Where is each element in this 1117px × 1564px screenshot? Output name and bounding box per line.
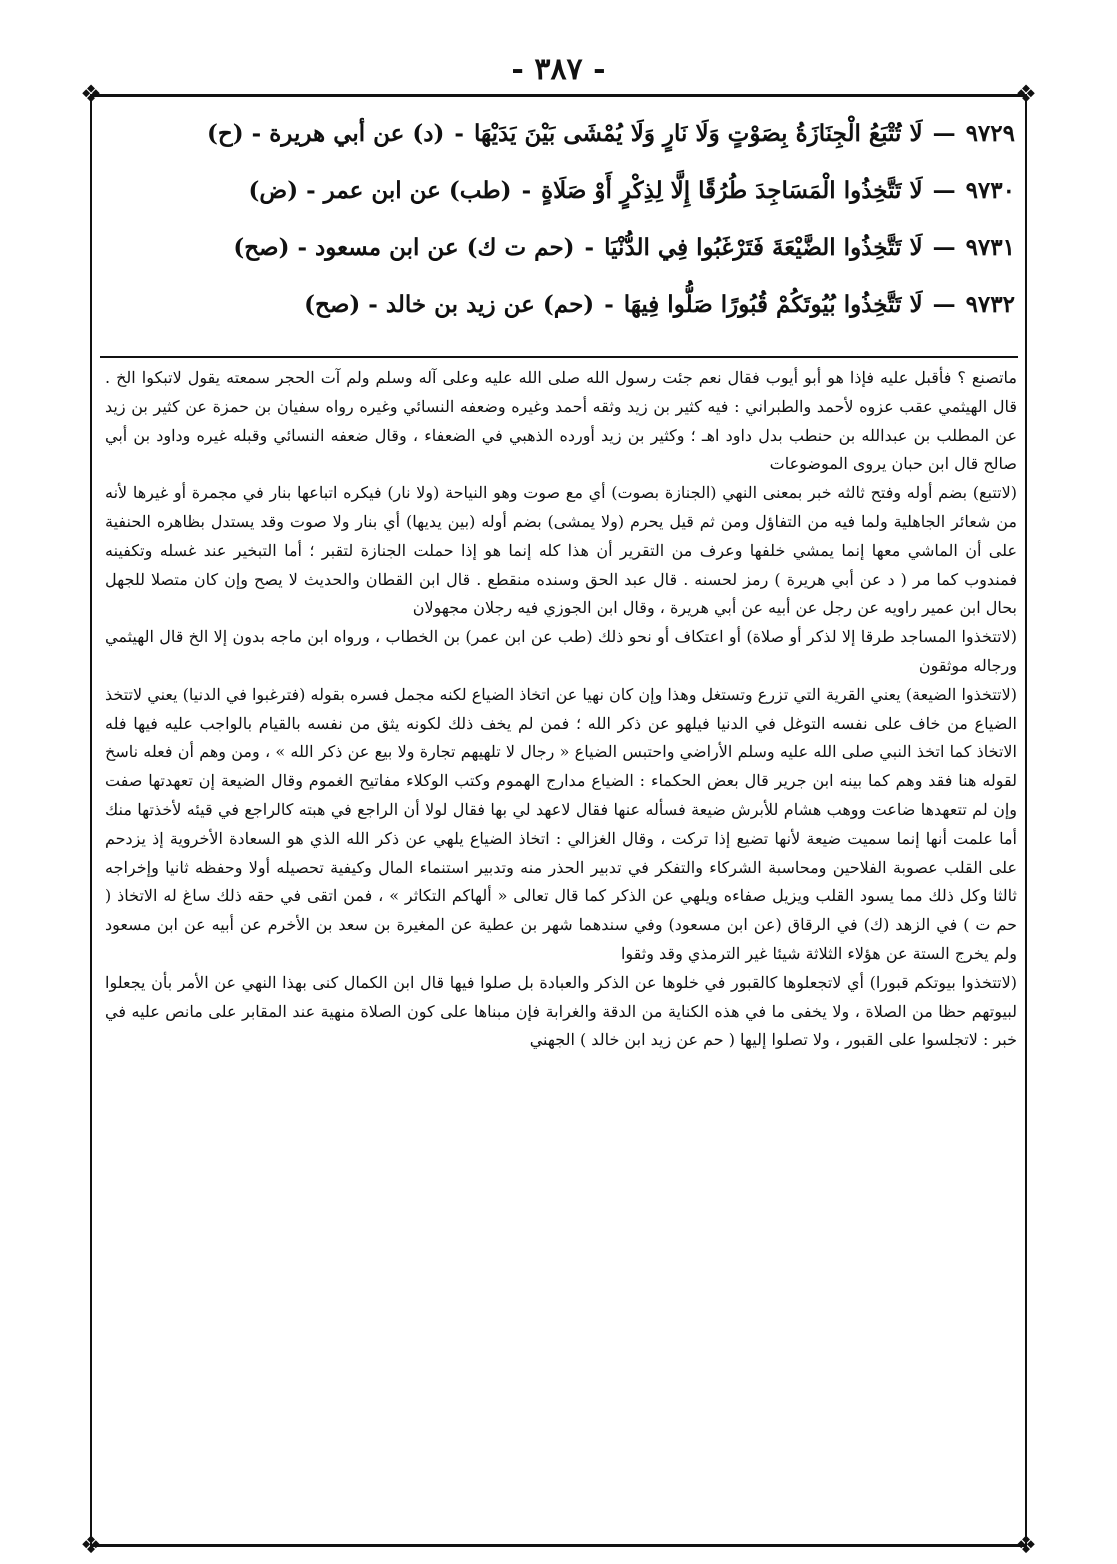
hadith-list bbox=[160, 120, 1015, 348]
frame-left-rule bbox=[90, 94, 92, 1547]
hadith-number: ٩٧٣١ bbox=[965, 234, 1015, 261]
hadith-dash: — bbox=[932, 234, 956, 261]
hadith-dash: - bbox=[604, 291, 614, 318]
hadith-entry bbox=[160, 291, 1015, 348]
commentary-paragraph: (لاتتخذوا المساجد طرقا إلا لذكر أو صلاة) أو اعتكاف أو نحو ذلك (طب عن ابن عمر) بن الخطاب ، ورواه ابن ماجه بدون إلا الخ قال الهيثمي ورجاله موثقون bbox=[105, 627, 1017, 675]
hadith-text: لَا تُتْبَعُ الْجِنَازَةُ بِصَوْتٍ وَلَا نَارٍ وَلَا يُمْشَى بَيْنَ يَدَيْهَا bbox=[473, 120, 923, 147]
hadith-entry bbox=[160, 234, 1015, 291]
hadith-number: ٩٧٣٠ bbox=[965, 177, 1015, 204]
hadith-source: (حم ت ك) عن ابن مسعود - (صح) bbox=[233, 234, 575, 261]
hadith-entry bbox=[160, 177, 1015, 234]
commentary-paragraph: (لاتتخذوا الضيعة) يعني القرية التي تزرع وتستغل وهذا وإن كان نهيا عن اتخاذ الضياع لكنه مجمل فسره بقوله (فترغبوا في الدنيا) يعني لاتتخذ الضياع من خاف على نفسه التوغل في الدنيا فيلهو عن ذكر الله ؛ فمن لم يخف ذلك لكونه يثق من نفسه بالقيام بالواجب عليه فيها فله الاتخاذ كما اتخذ النبي صلى الله عليه وسلم الأراضي واحتبس الضياع « رجال لا تلهيهم تجارة ولا بيع عن ذكر الله » ، ومن وهم أن فعله ناسخ لقوله هنا فقد وهم كما بينه ابن جرير قال بعض الحكماء : الضياع مدارج الهموم وكتب الوكلاء مفاتيح الغموم وقال الضيعة إن تعهدتها صفت وإن لم تتعهدها ضاعت ووهب هشام للأبرش ضيعة فسأله عنها فقال لاعهد لي بها فقال لولا أن الراجع في هبته كالراجع في قيئه لأخذتها منك أما علمت أنها إنما سميت ضيعة لأنها تضيع إذا تركت ، وقال الغزالي : اتخاذ الضياع يلهي عن ذكر الله الذي هو السعادة الأخروية إذ يزدحم على القلب عصوبة الفلاحين ومحاسبة الشركاء والتفكر في تدبير الحذر منه وتدبير استنماء المال وكيفية تحصيله أولا وحفظه ثانيا وإخراجه ثالثا وكل ذلك مما يسود القلب ويزيل صفاءه ويلهي عن الذكر كما قال تعالى « ألهاكم التكاثر » ، فمن اتقى في حقه ذلك ساغ له الاتخاذ ( حم ت ) في الزهد (ك) في الرقاق (عن ابن مسعود) وفي سندهما شهر بن عطية عن المغيرة بن سعد بن الأخرم عن أبيه عن ابن مسعود ولم يخرج الستة عن هؤلاء الثلاثة شيئا غير الترمذي وقد وثقوا bbox=[105, 684, 1018, 963]
page-number: - ٣٨٧ - bbox=[511, 52, 606, 87]
hadith-dash: — bbox=[932, 291, 956, 318]
hadith-dash: - bbox=[521, 177, 532, 204]
hadith-dash: - bbox=[584, 234, 595, 261]
hadith-dash: - bbox=[454, 120, 464, 147]
text-separator-rule bbox=[100, 356, 1018, 358]
frame-right-rule bbox=[1025, 94, 1027, 1547]
ornament-icon: ❖ bbox=[1015, 1531, 1037, 1559]
ornament-icon: ❖ bbox=[1015, 80, 1037, 108]
commentary-section bbox=[105, 364, 1017, 1055]
commentary-paragraph: (لاتتخذوا بيوتكم قبورا) أي لاتجعلوها كالقبور في خلوها عن الذكر والعبادة بل صلوا فيها قال ابن الكمال كنى بهذا النهي عن الأمر بأن يجعلوا لبيوتهم حظا من الصلاة ، ولا يخفى ما في هذه الكناية من الدقة والغرابة فإن مبناها على كون الصلاة منهية عند المقابر على مانص عليه في خبر : لاتجلسوا على القبور ، ولا تصلوا إليها ( حم عن زيد ابن خالد ) الجهني bbox=[105, 972, 1017, 1050]
ornament-icon: ❖ bbox=[80, 1531, 102, 1559]
hadith-dash: — bbox=[932, 120, 956, 147]
hadith-source: (د) عن أبي هريرة - (ح) bbox=[207, 120, 445, 147]
hadith-dash: — bbox=[932, 177, 956, 204]
hadith-source: (طب) عن ابن عمر - (ض) bbox=[248, 177, 512, 204]
hadith-text: لَا تَتَّخِذُوا الضَّيْعَةَ فَتَرْغَبُوا فِي الدُّنْيَا bbox=[604, 234, 923, 261]
hadith-entry bbox=[160, 120, 1015, 177]
frame-top-rule bbox=[90, 94, 1026, 97]
hadith-text: لَا تَتَّخِذُوا الْمَسَاجِدَ طُرُقًا إِلَّا لِذِكْرٍ أَوْ صَلَاةٍ bbox=[541, 177, 923, 204]
hadith-text: لَا تَتَّخِذُوا بُيُوتَكُمْ قُبُورًا صَلُّوا فِيهَا bbox=[623, 291, 923, 318]
hadith-source: (حم) عن زيد بن خالد - (صح) bbox=[304, 291, 595, 318]
commentary-paragraph: ماتصنع ؟ فأقبل عليه فإذا هو أبو أيوب فقال نعم جئت رسول الله صلى الله عليه وعلى آله وسلم ولم آت الحجر سمعته يقول لاتبكوا الخ . قال الهيثمي عقب عزوه لأحمد والطبراني : فيه كثير بن زيد وثقه أحمد وغيره وضعفه النسائي وغيره رواه سفيان بن حمزة عن كثير بن زيد عن المطلب بن عبدالله بن حنطب بدل داود اهـ ؛ وكثير بن زيد أورده الذهبي في الضعفاء ، وقال ضعفه النسائي وقبله غيره وداود بن أبي صالح قال ابن حبان يروى الموضوعات bbox=[105, 368, 1018, 474]
frame-bottom-rule bbox=[90, 1544, 1026, 1547]
commentary-paragraph: (لاتتبع) بضم أوله وفتح ثالثه خبر بمعنى النهي (الجنازة بصوت) أي مع صوت وهو النياحة (ولا نار) فيكره اتباعها بنار في مجمرة أو غيرها لأنه من شعائر الجاهلية ولما فيه من التفاؤل ومن ثم قيل يحرم (ولا يمشى) بضم أوله (بين يديها) أي بنار ولا صوت وقد يستدل بظاهره الحنفية على أن الماشي معها إنما يمشي خلفها وعرف من التقرير أن هذا كله إنما هو إذا حملت الجنازة لتقبر ؛ أما التبخير عند غسله وتكفينه فمندوب كما مر ( د عن أبي هريرة ) رمز لحسنه . قال عبد الحق وسنده منقطع . قال ابن القطان والحديث لا يصح وإن كان متصلا للجهل بحال ابن عمير راويه عن رجل عن أبيه عن أبي هريرة ، وقال ابن الجوزي فيه رجلان مجهولان bbox=[105, 483, 1017, 618]
hadith-number: ٩٧٢٩ bbox=[965, 120, 1015, 147]
ornament-icon: ❖ bbox=[80, 80, 102, 108]
hadith-number: ٩٧٣٢ bbox=[965, 291, 1015, 318]
